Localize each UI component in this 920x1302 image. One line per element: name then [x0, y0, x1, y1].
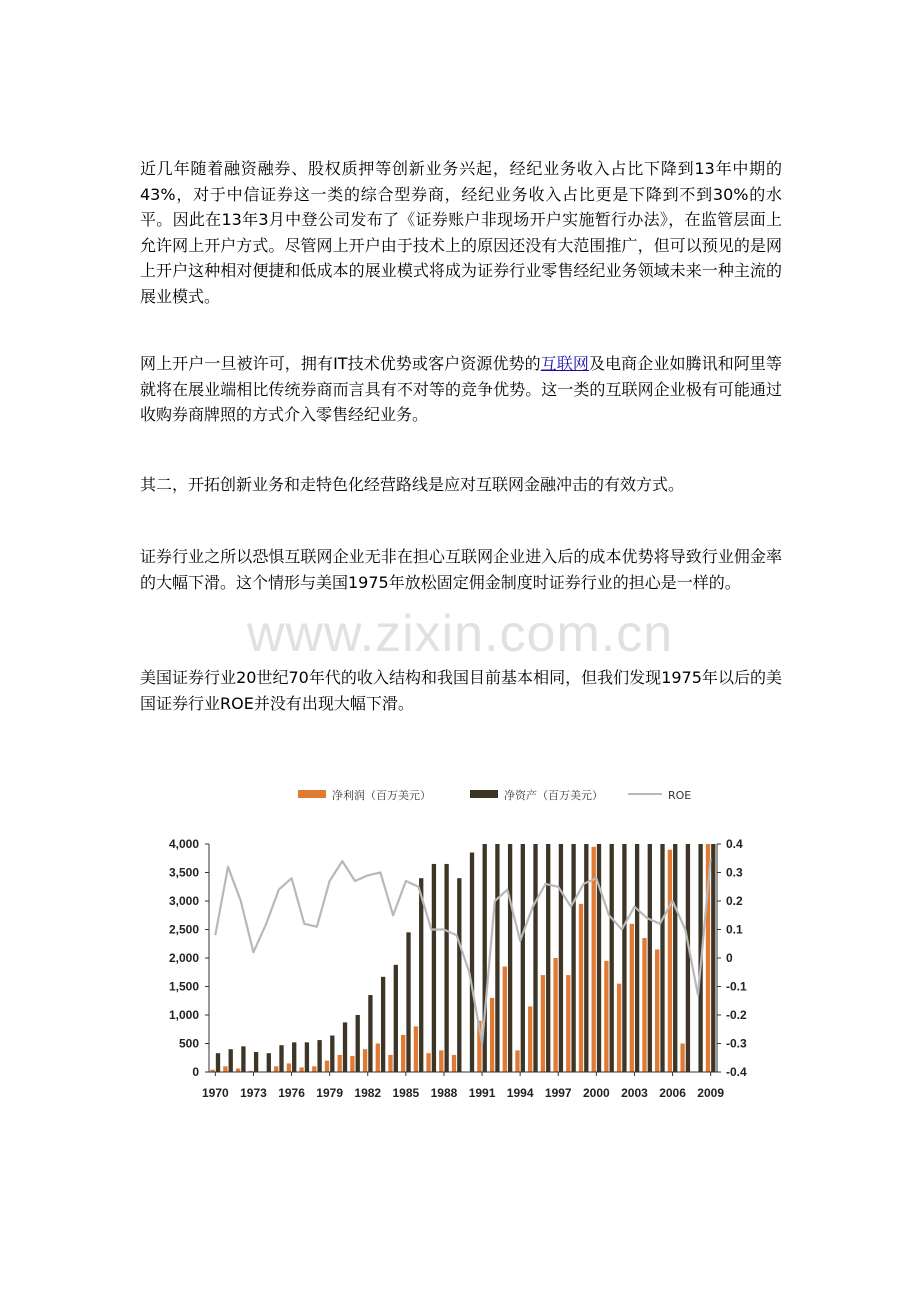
x-tick-label: 1982 [354, 1086, 382, 1100]
net-profit-bar [655, 949, 659, 1072]
x-tick-label: 2006 [659, 1086, 686, 1100]
net-assets-bar [394, 965, 398, 1072]
net-assets-bar [419, 878, 423, 1072]
net-assets-bar [686, 844, 690, 1072]
net-assets-bar [457, 878, 461, 1072]
net-assets-bar [521, 844, 525, 1072]
net-profit-bar [617, 984, 621, 1072]
net-assets-bar [216, 1053, 220, 1072]
left-tick-label: 1,000 [168, 1008, 199, 1022]
net-profit-bar [299, 1067, 303, 1072]
internet-link[interactable]: 互联网 [540, 354, 589, 373]
net-assets-bar [559, 844, 563, 1072]
legend-swatch [298, 790, 326, 798]
net-profit-bar [388, 1055, 392, 1072]
net-assets-bar [635, 844, 639, 1072]
net-assets-bar [241, 1046, 245, 1072]
net-profit-bar [541, 975, 545, 1072]
net-profit-bar [376, 1044, 380, 1073]
right-tick-label: 0.1 [726, 922, 743, 937]
net-assets-bar [673, 844, 677, 1072]
right-tick-label: -0.4 [726, 1065, 747, 1079]
left-tick-label: 3,000 [168, 894, 199, 908]
net-profit-bar [350, 1056, 354, 1072]
net-profit-bar [338, 1055, 342, 1072]
net-assets-bar [368, 995, 372, 1072]
net-profit-bar [363, 1049, 367, 1072]
roe-chart [140, 775, 760, 1110]
left-tick-label: 1,500 [168, 979, 199, 994]
x-tick-label: 1997 [544, 1086, 572, 1100]
left-tick-label: 0 [192, 1065, 199, 1079]
net-assets-bar [648, 844, 652, 1072]
net-profit-bar [528, 1006, 532, 1072]
x-tick-label: 1970 [201, 1086, 229, 1100]
net-assets-bar [254, 1052, 258, 1072]
net-profit-bar [515, 1050, 519, 1072]
net-profit-bar [553, 958, 557, 1072]
left-tick-label: 2,500 [168, 922, 199, 937]
net-assets-bar [597, 844, 601, 1072]
net-profit-bar [414, 1026, 418, 1072]
left-tick-label: 4,000 [168, 837, 199, 851]
legend-label: 净利润（百万美元） [332, 789, 431, 802]
net-profit-bar [426, 1053, 430, 1072]
left-tick-label: 3,500 [168, 865, 199, 880]
right-tick-label: -0.2 [726, 1008, 747, 1022]
net-profit-bar [325, 1061, 329, 1072]
chart-bars [211, 844, 716, 1072]
net-profit-bar [312, 1066, 316, 1072]
right-tick-label: -0.3 [726, 1036, 747, 1051]
x-tick-label: 1994 [506, 1086, 534, 1100]
net-assets-bar [330, 1036, 334, 1072]
x-tick-label: 2000 [582, 1086, 610, 1100]
net-profit-bar [566, 975, 570, 1072]
net-assets-bar [343, 1022, 347, 1072]
right-tick-label: 0 [726, 951, 733, 965]
net-assets-bar [622, 844, 626, 1072]
legend-swatch [470, 790, 498, 798]
net-profit-bar [401, 1035, 405, 1072]
left-tick-label: 500 [178, 1036, 199, 1051]
net-profit-bar [680, 1044, 684, 1073]
chart-legend [298, 788, 691, 802]
net-profit-bar [274, 1066, 278, 1072]
net-profit-bar [642, 938, 646, 1072]
net-assets-bar [533, 844, 537, 1072]
net-assets-bar [317, 1040, 321, 1072]
net-assets-bar [508, 844, 512, 1072]
x-tick-label: 2009 [697, 1086, 725, 1100]
net-profit-bar [223, 1066, 227, 1072]
right-tick-label: 0.2 [726, 894, 743, 908]
net-profit-bar [287, 1063, 291, 1072]
x-tick-label: 2003 [621, 1086, 648, 1100]
left-tick-label: 2,000 [168, 951, 199, 965]
x-tick-label: 1976 [278, 1086, 305, 1100]
net-assets-bar [406, 932, 410, 1072]
net-profit-bar [439, 1050, 443, 1072]
net-profit-bar [579, 904, 583, 1072]
net-assets-bar [584, 844, 588, 1072]
right-tick-label: -0.1 [726, 979, 747, 994]
paragraph-online-account [140, 351, 782, 428]
legend-label: ROE [668, 789, 692, 802]
paragraph-second-point: 其二，开拓创新业务和走特色化经营路线是应对互联网金融冲击的有效方式。 [140, 475, 685, 494]
net-profit-bar [503, 967, 507, 1072]
net-assets-bar [711, 844, 715, 1072]
watermark: www.zixin.com.cn [246, 605, 674, 663]
paragraph-online-account-text-2: 及电商企业如腾讯和阿里等就将在展业端相比传统券商而言具有不对等的竞争优势。这一类的互联网企业极有可能通过收购券商牌照的方式介入零售经纪业务。 [140, 354, 782, 424]
net-assets-bar [267, 1053, 271, 1072]
net-assets-bar [432, 864, 436, 1072]
paragraph-online-account-text-1: 网上开户一旦被许可，拥有IT技术优势或客户资源优势的 [140, 354, 541, 373]
net-assets-bar [495, 844, 499, 1072]
legend-label: 净资产（百万美元） [504, 789, 603, 802]
net-assets-bar [571, 844, 575, 1072]
net-assets-bar [444, 864, 448, 1072]
net-profit-bar [452, 1055, 456, 1072]
x-tick-label: 1973 [240, 1086, 267, 1100]
x-tick-label: 1991 [468, 1086, 496, 1100]
net-assets-bar [229, 1049, 233, 1072]
net-profit-bar [490, 998, 494, 1072]
net-assets-bar [470, 853, 474, 1072]
paragraph-commission-fear: 证券行业之所以恐惧互联网企业无非在担心互联网企业进入后的成本优势将导致行业佣金率的大幅下滑。这个情形与美国1975年放松固定佣金制度时证券行业的担心是一样的。 [140, 547, 782, 592]
x-tick-label: 1988 [430, 1086, 458, 1100]
net-assets-bar [660, 844, 664, 1072]
net-profit-bar [604, 961, 608, 1072]
right-tick-label: 0.3 [726, 865, 743, 880]
paragraph-us-roe: 美国证券行业20世纪70年代的收入结构和我国目前基本相同，但我们发现1975年以后的美国证券行业ROE并没有出现大幅下滑。 [140, 668, 782, 713]
net-profit-bar [236, 1069, 240, 1072]
net-assets-bar [546, 844, 550, 1072]
net-profit-bar [668, 850, 672, 1072]
net-assets-bar [305, 1042, 309, 1072]
net-assets-bar [356, 1015, 360, 1072]
paragraph-brokerage-decline: 近几年随着融资融券、股权质押等创新业务兴起，经纪业务收入占比下降到13年中期的43%，对于中信证券这一类的综合型券商，经纪业务收入占比更是下降到不到30%的水平。因此在13年3月中登公司发布了《证券账户非现场开户实施暂行办法》，在监管层面上允许网上开户方式。尽管网上开户由于技术上的原因还没有大范围推广，但可以预见的是网上开户这种相对便捷和低成本的展业模式将成为证券行业零售经纪业务领域未来一种主流的展业模式。 [140, 159, 782, 306]
right-tick-label: 0.4 [726, 837, 743, 851]
net-assets-bar [610, 844, 614, 1072]
net-profit-bar [630, 924, 634, 1072]
net-assets-bar [279, 1045, 283, 1072]
x-tick-label: 1985 [392, 1086, 420, 1100]
x-tick-label: 1979 [316, 1086, 344, 1100]
net-assets-bar [292, 1042, 296, 1072]
net-assets-bar [381, 977, 385, 1072]
